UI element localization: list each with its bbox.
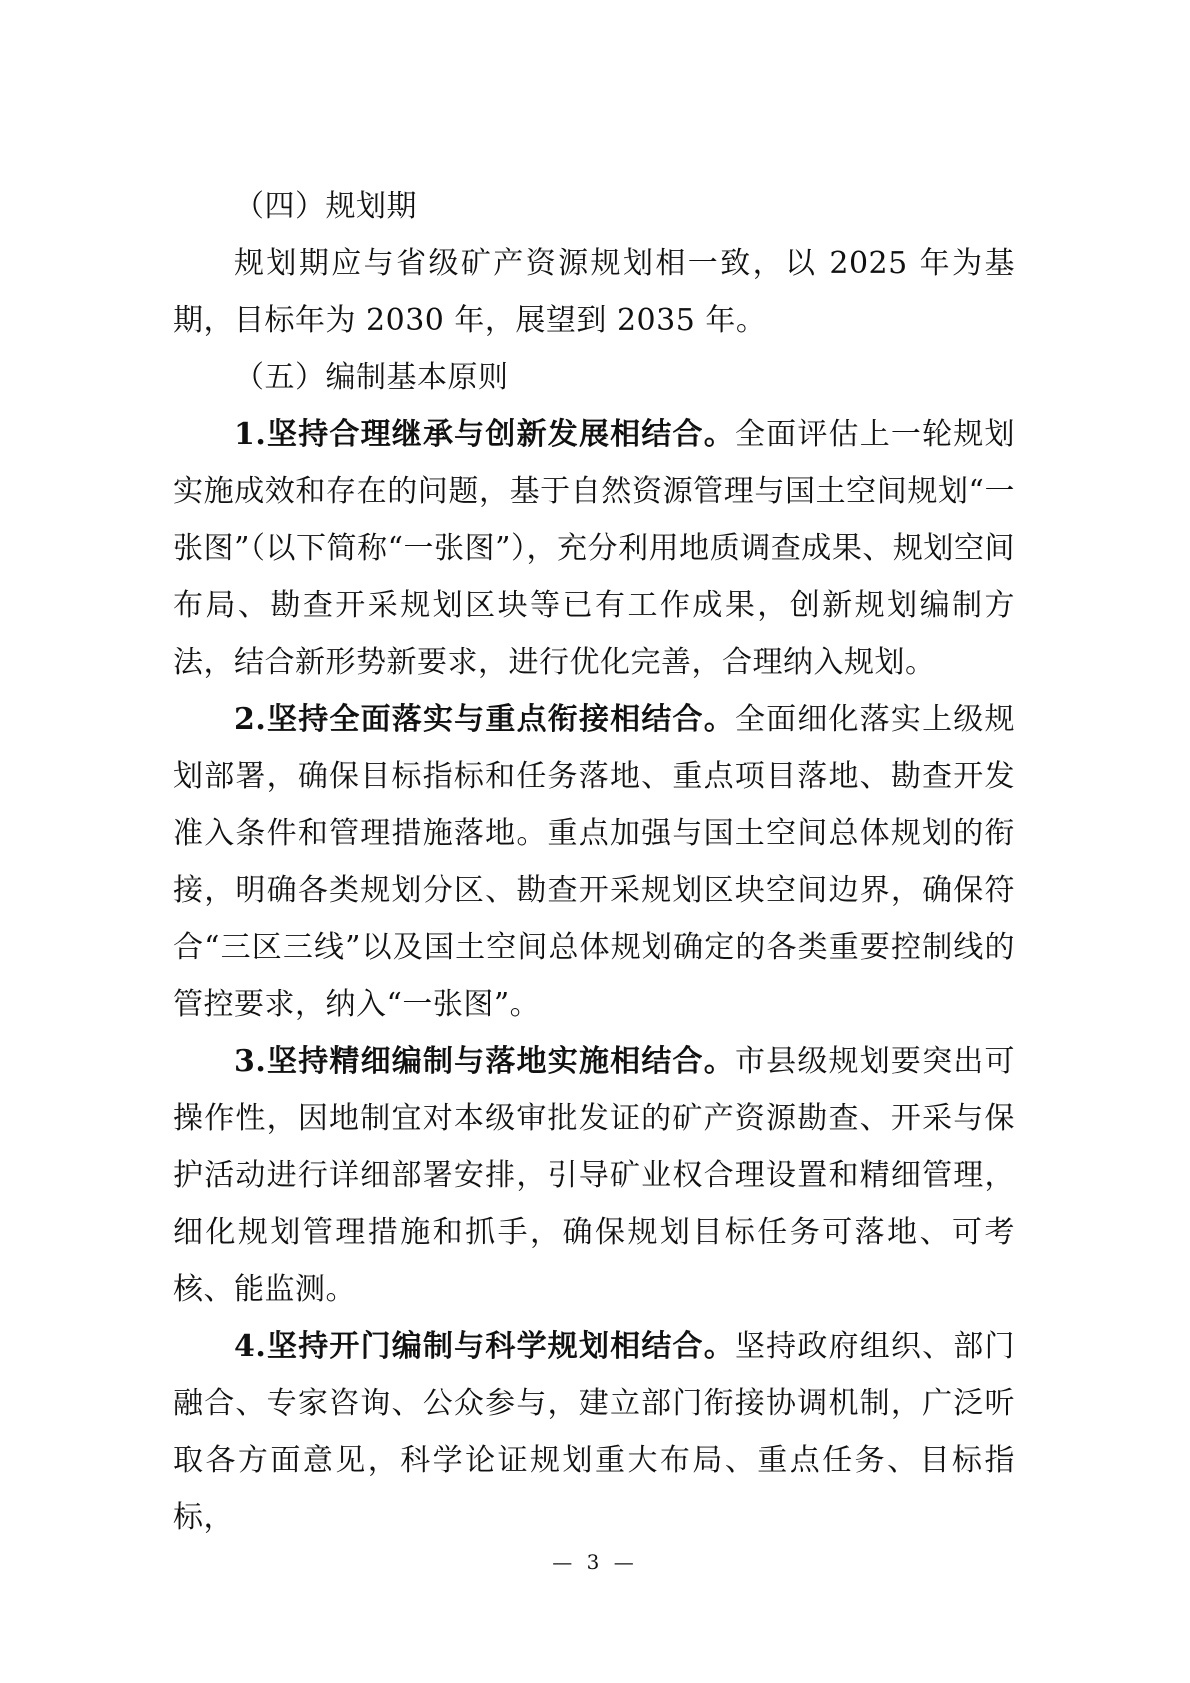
principle-text-1: 全面评估上一轮规划实施成效和存在的问题，基于自然资源管理与国土空间规划“一张图”（以下简称“一张图”），充分利用地质调查成果、规划空间布局、勘查开采规划区块等已有工作成果，创新规划编制方法，结合新形势新要求，进行优化完善，合理纳入规划。 xyxy=(173,417,1015,680)
principle-text-4: 坚持政府组织、部门融合、专家咨询、公众参与，建立部门衔接协调机制，广泛听取各方面意见，科学论证规划重大布局、重点任务、目标指标， xyxy=(173,1329,1015,1535)
principle-paragraph-3 xyxy=(173,1033,1015,1318)
principle-lead-3: 3.坚持精细编制与落地实施相结合。 xyxy=(234,1044,735,1079)
section-heading-basic-principles: （五）编制基本原则 xyxy=(234,360,509,395)
principle-lead-2: 2.坚持全面落实与重点衔接相结合。 xyxy=(234,702,735,737)
document-body xyxy=(173,178,1015,1546)
principle-paragraph-1 xyxy=(173,406,1015,691)
principle-lead-4: 4.坚持开门编制与科学规划相结合。 xyxy=(234,1329,735,1364)
paragraph-planning-period: 规划期应与省级矿产资源规划相一致，以 2025 年为基期，目标年为 2030 年，展望到 2035 年。 xyxy=(173,246,1015,338)
principle-paragraph-4 xyxy=(173,1318,1015,1546)
principle-text-2: 全面细化落实上级规划部署，确保目标指标和任务落地、重点项目落地、勘查开发准入条件和管理措施落地。重点加强与国土空间总体规划的衔接，明确各类规划分区、勘查开采规划区块空间边界，确保符合“三区三线”以及国土空间总体规划确定的各类重要控制线的管控要求，纳入“一张图”。 xyxy=(173,702,1015,1022)
principle-text-3: 市县级规划要突出可操作性，因地制宜对本级审批发证的矿产资源勘查、开采与保护活动进行详细部署安排，引导矿业权合理设置和精细管理，细化规划管理措施和抓手，确保规划目标任务可落地、可考核、能监测。 xyxy=(173,1044,1015,1307)
section-heading-planning-period: （四）规划期 xyxy=(234,189,417,224)
principle-paragraph-2 xyxy=(173,691,1015,1033)
principle-lead-1: 1.坚持合理继承与创新发展相结合。 xyxy=(234,417,735,452)
page-number: — 3 — xyxy=(552,1550,638,1574)
